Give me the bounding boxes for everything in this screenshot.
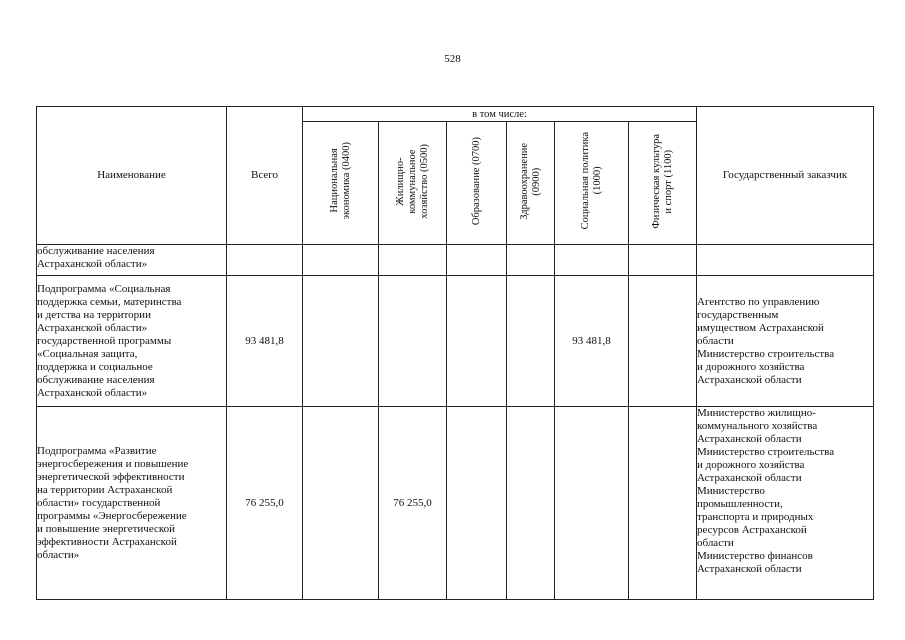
row-value: [629, 407, 697, 600]
row-total: 76 255,0: [227, 407, 303, 600]
row-customer: Агентство по управлению государственным имуществом Астраханской области Министерство строительства и дорожного хозяйства Астраханской области: [697, 276, 874, 407]
row-value: [379, 245, 447, 276]
header-including: в том числе:: [303, 107, 697, 122]
row-value: [303, 276, 379, 407]
row-value: [507, 276, 555, 407]
row-value: [629, 276, 697, 407]
row-value: [447, 276, 507, 407]
header-col-health: Здравоохранение (0900): [507, 122, 555, 245]
row-value: [447, 407, 507, 600]
row-name: Подпрограмма «Социальная поддержка семьи, материнства и детства на территории Астраханской области» государственной программы «Социальная защита, поддержка и социальное обслуживание населения Астраханской области»: [37, 276, 227, 407]
row-value: [507, 245, 555, 276]
row-value: 93 481,8: [555, 276, 629, 407]
row-value: [379, 276, 447, 407]
row-name: обслуживание населения Астраханской области»: [37, 245, 227, 276]
header-col-housing: Жилищно- коммунальное хозяйство (0500): [379, 122, 447, 245]
page-number: 528: [444, 53, 461, 65]
header-col-education: Образование (0700): [447, 122, 507, 245]
row-customer: [697, 245, 874, 276]
budget-table: [36, 106, 874, 600]
header-total: Всего: [227, 107, 303, 245]
table-row: [37, 245, 874, 276]
header-col-social: Социальная политика (1000): [555, 122, 629, 245]
row-value: [303, 245, 379, 276]
header-name: Наименование: [37, 107, 227, 245]
row-value: [629, 245, 697, 276]
row-total: 93 481,8: [227, 276, 303, 407]
row-value: 76 255,0: [379, 407, 447, 600]
header-col-sport: Физическая культура и спорт (1100): [629, 122, 697, 245]
header-col-economy: Национальная экономика (0400): [303, 122, 379, 245]
header-row: [37, 107, 874, 122]
row-value: [555, 407, 629, 600]
table-row: [37, 276, 874, 407]
row-value: [507, 407, 555, 600]
table-row: [37, 407, 874, 600]
header-customer: Государственный заказчик: [697, 107, 874, 245]
row-value: [555, 245, 629, 276]
row-name: Подпрограмма «Развитие энергосбережения и повышение энергетической эффективности на территории Астраханской области» государственной программы «Энергосбережение и повышение энергетической эффективности Астраханской области»: [37, 407, 227, 600]
row-customer: Министерство жилищно- коммунального хозяйства Астраханской области Министерство строительства и дорожного хозяйства Астраханской области Министерство промышленности, транспорта и природных ресурсов Астраханской области Министерство финансов Астраханской области: [697, 407, 874, 600]
row-value: [303, 407, 379, 600]
row-total: [227, 245, 303, 276]
row-value: [447, 245, 507, 276]
